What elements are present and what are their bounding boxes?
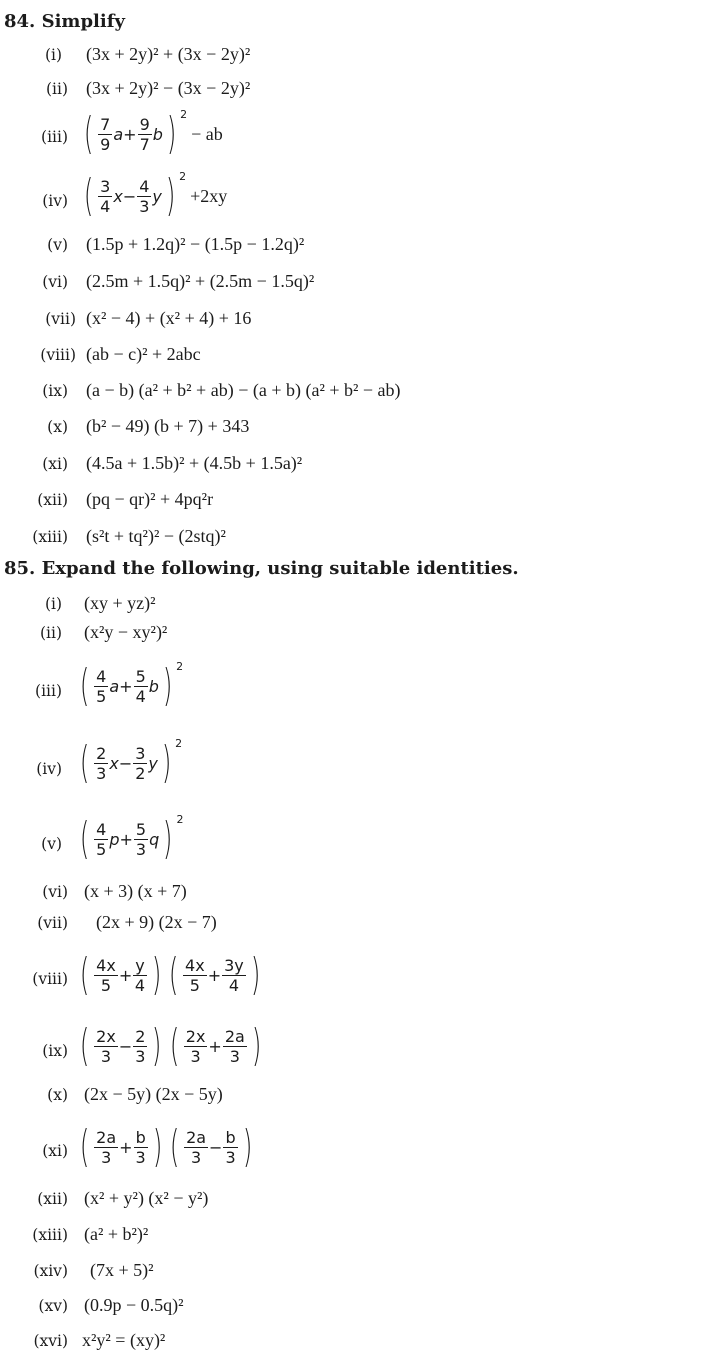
- item-number: (vii): [45, 310, 76, 328]
- left-paren: (: [79, 1121, 90, 1172]
- variable: a: [113, 124, 124, 144]
- expression: (pq − qr)² + 4pq²r: [86, 489, 214, 509]
- expression: (s²t + tq²)² − (2stq)²: [86, 526, 226, 546]
- exponent: 2: [175, 737, 183, 750]
- variable: a: [109, 676, 120, 696]
- operator: +: [208, 1036, 222, 1056]
- item-number: (ii): [45, 80, 68, 98]
- fraction: $\frac{2a}{3}$: [224, 1026, 245, 1066]
- item-number: (v): [41, 835, 62, 853]
- expression: (2.5m + 1.5q)² + (2.5m − 1.5q)²: [86, 271, 315, 291]
- fraction: $\frac{y}{4}$: [134, 955, 146, 995]
- right-paren: ): [161, 737, 172, 788]
- right-paren: ): [250, 949, 261, 1000]
- expression: (4.5a + 1.5b)² + (4.5b + 1.5a)²: [86, 453, 303, 473]
- fraction: $\frac{2a}{3}$: [96, 1127, 117, 1167]
- item-number: (vi): [42, 273, 68, 291]
- fraction: $\frac{4}{5}$: [96, 666, 107, 706]
- expression: (x² − 4) + (x² + 4) + 16: [86, 308, 252, 328]
- variable: q: [149, 829, 160, 849]
- item-number: (vi): [42, 883, 68, 901]
- expression-tail: +2xy: [190, 185, 228, 206]
- item-number: (xiii): [32, 528, 68, 546]
- q85-xi-fraction-expression: [76, 1121, 256, 1172]
- question-85-heading: 85. Expand the following, using suitable identities.: [4, 558, 519, 579]
- right-paren: ): [151, 949, 162, 1000]
- item-number: (iv): [42, 192, 68, 210]
- expression: (xy + yz)²: [84, 593, 156, 613]
- right-paren: ): [165, 170, 176, 221]
- expression: (1.5p + 1.2q)² − (1.5p − 1.2q)²: [86, 234, 305, 254]
- item-number: (viii): [32, 970, 68, 988]
- item-number: (ii): [39, 624, 62, 642]
- left-paren: (: [83, 170, 94, 221]
- expression: (2x + 9) (2x − 7): [96, 912, 217, 932]
- item-number: (i): [44, 46, 62, 64]
- item-number: (v): [47, 236, 68, 254]
- exponent: 2: [176, 813, 184, 826]
- expression: (0.9p − 0.5q)²: [84, 1295, 184, 1315]
- exponent: 2: [179, 170, 187, 183]
- expression: (x + 3) (x + 7): [84, 881, 187, 901]
- q85-iv-fraction-expression: [76, 737, 183, 788]
- expression: (a − b) (a² + b² + ab) − (a + b) (a² + b² − ab): [86, 380, 401, 400]
- left-paren: (: [79, 737, 90, 788]
- operator: −: [122, 186, 137, 206]
- operator: −: [118, 753, 133, 773]
- item-number: (iii): [41, 128, 68, 146]
- right-paren: ): [152, 1020, 162, 1071]
- fraction: $\frac{4}{3}$: [139, 176, 150, 216]
- expression: (x²y − xy²)²: [84, 622, 168, 642]
- item-number: (ix): [42, 1042, 68, 1060]
- q85-iii-fraction-expression: [76, 660, 184, 711]
- fraction: $\frac{2x}{3}$: [96, 1026, 116, 1066]
- exponent: 2: [180, 108, 188, 121]
- variable: y: [148, 753, 158, 773]
- item-number: (xi): [42, 455, 68, 473]
- fraction: $\frac{4x}{5}$: [185, 955, 205, 995]
- item-number: (x): [47, 1086, 68, 1104]
- expression: (3x + 2y)² + (3x − 2y)²: [86, 44, 251, 64]
- fraction: $\frac{5}{3}$: [135, 819, 147, 859]
- variable: y: [152, 186, 162, 206]
- left-paren: (: [168, 949, 179, 1000]
- item-number: (iv): [36, 760, 62, 778]
- fraction: $\frac{3y}{4}$: [224, 955, 244, 995]
- right-paren: ): [152, 1121, 163, 1172]
- q85-viii-fraction-expression: [76, 949, 264, 1000]
- operator: −: [209, 1137, 223, 1157]
- right-paren: ): [251, 1020, 262, 1071]
- fraction: $\frac{7}{9}$: [100, 114, 111, 154]
- fraction: $\frac{2x}{3}$: [185, 1026, 206, 1066]
- fraction: $\frac{4x}{5}$: [96, 955, 116, 995]
- fraction: $\frac{5}{4}$: [135, 666, 146, 706]
- q84-iii-fraction-expression: [80, 108, 223, 159]
- variable: b: [152, 124, 163, 144]
- left-paren: (: [79, 660, 90, 711]
- left-paren: (: [79, 813, 90, 864]
- operator: +: [207, 965, 222, 985]
- item-number: (xiv): [33, 1262, 68, 1280]
- expression: (7x + 5)²: [90, 1260, 154, 1280]
- fraction: $\frac{2}{3}$: [135, 1026, 146, 1066]
- item-number: (viii): [40, 346, 76, 364]
- left-paren: (: [169, 1121, 180, 1172]
- operator: +: [123, 124, 137, 144]
- item-number: (xv): [38, 1297, 68, 1315]
- fraction: $\frac{2}{3}$: [96, 743, 107, 783]
- item-number: (xvi): [33, 1332, 68, 1350]
- variable: b: [148, 676, 159, 696]
- item-number: (xii): [37, 491, 68, 509]
- expression: (2x − 5y) (2x − 5y): [84, 1084, 223, 1104]
- fraction: $\frac{3}{4}$: [100, 176, 111, 216]
- expression-tail: − ab: [191, 123, 223, 144]
- variable: x: [109, 753, 119, 773]
- item-number: (xiii): [32, 1226, 68, 1244]
- left-paren: (: [79, 1020, 90, 1071]
- operator: +: [119, 829, 133, 849]
- operator: −: [118, 1036, 133, 1056]
- expression: (a² + b²)²: [84, 1224, 149, 1244]
- fraction: $\frac{9}{7}$: [139, 114, 150, 154]
- fraction: $\frac{3}{2}$: [135, 743, 146, 783]
- item-number: (x): [47, 418, 68, 436]
- expression: (b² − 49) (b + 7) + 343: [86, 416, 250, 436]
- expression: x²y² = (xy)²: [82, 1330, 166, 1350]
- q84-iv-fraction-expression: [80, 170, 228, 221]
- fraction: $\frac{4}{5}$: [96, 819, 107, 859]
- question-84-heading: 84. Simplify: [4, 11, 125, 32]
- left-paren: (: [83, 108, 94, 159]
- right-paren: ): [162, 660, 173, 711]
- item-number: (xi): [42, 1142, 68, 1160]
- right-paren: ): [166, 108, 177, 159]
- fraction: $\frac{b}{3}$: [135, 1127, 146, 1167]
- item-number: (vii): [37, 914, 68, 932]
- item-number: (ix): [42, 382, 68, 400]
- variable: p: [109, 829, 120, 849]
- right-paren: ): [242, 1121, 252, 1172]
- cropped-previous-line: [0, 0, 717, 6]
- exponent: 2: [176, 660, 184, 673]
- item-number: (i): [44, 595, 62, 613]
- expression: (3x + 2y)² − (3x − 2y)²: [86, 78, 251, 98]
- q85-v-fraction-expression: [76, 813, 184, 864]
- operator: +: [118, 965, 133, 985]
- right-paren: ): [163, 813, 173, 864]
- q85-ix-fraction-expression: [76, 1020, 265, 1071]
- fraction: $\frac{b}{3}$: [225, 1127, 236, 1167]
- expression: (x² + y²) (x² − y²): [84, 1188, 209, 1208]
- left-paren: (: [169, 1020, 179, 1071]
- item-number: (iii): [35, 682, 62, 700]
- operator: +: [119, 1137, 133, 1157]
- variable: x: [113, 186, 123, 206]
- expression: (ab − c)² + 2abc: [86, 344, 201, 364]
- left-paren: (: [79, 949, 90, 1000]
- fraction: $\frac{2a}{3}$: [186, 1127, 207, 1167]
- item-number: (xii): [37, 1190, 68, 1208]
- operator: +: [119, 676, 133, 696]
